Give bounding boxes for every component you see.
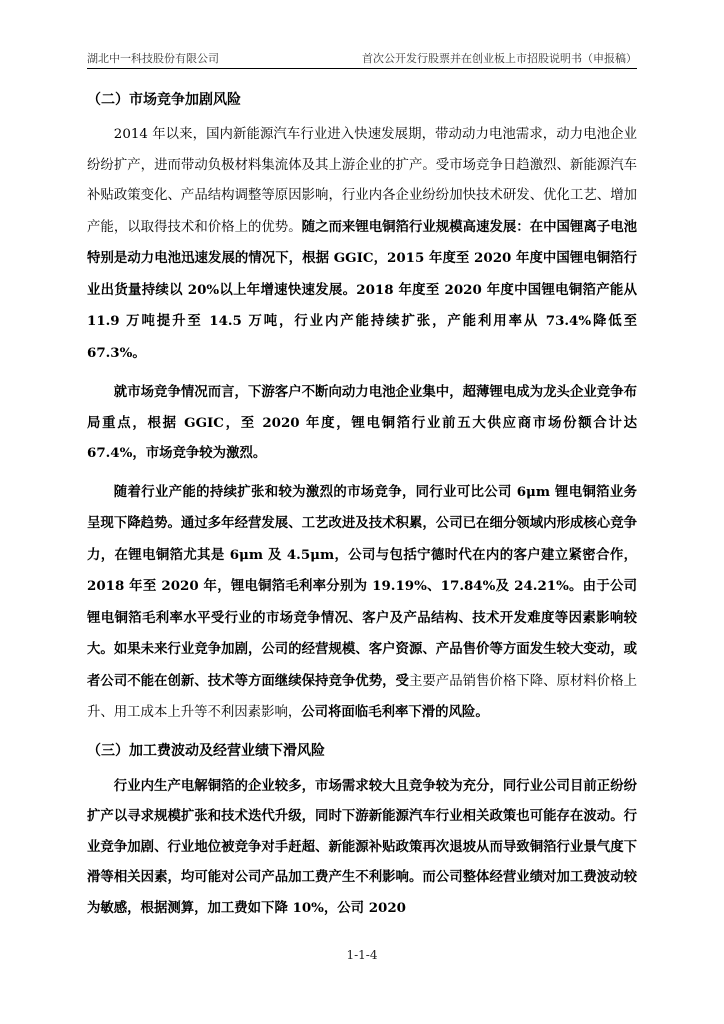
header-document-title: 首次公开发行股票并在创业板上市招股说明书（申报稿）	[362, 52, 637, 65]
paragraph-text-bold: 公司将面临毛利率下滑的风险。	[301, 704, 489, 720]
main-content	[87, 86, 637, 931]
paragraph-competition-situation: 就市场竞争情况而言，下游客户不断向动力电池企业集中，超薄锂电成为龙头企业竞争布局重点，根据 GGIC，至 2020 年度，锂电铜箔行业前五大供应商市场份额合计达 67.4%，市场竞争较为激烈。	[87, 384, 637, 461]
page-header	[87, 48, 637, 69]
paragraph-text-normal: 2014 年以来，国内新能源汽车行业进入快速发展期，带动动力电池需求，动力电池企业纷纷扩产，进而带动负极材料集流体及其上游企业的扩产。受市场竞争日趋激烈、新能源汽车补贴政策变化、产品结构调整等原因影响，行业内各企业纷纷加快技术研发、优化工艺、增加产能，以取得技术和价格上的优势。	[87, 127, 637, 235]
paragraph-text-bold: 随着行业产能的持续扩张和较为激烈的市场竞争，同行业可比公司 6μm 锂电铜箔业务呈现下降趋势。通过多年经营发展、工艺改进及技术积累，公司已在细分领域内形成核心竞争力，在锂电铜箔尤其是 6μm 及 4.5μm，公司与包括宁德时代在内的客户建立紧密合作，2018 年至 2020 年，锂电铜箔毛利率分别为 19.19%、17.84%及 24.21%。由于公司锂电铜箔毛利率水平受行业的市场竞争情况、客户及产品结构、技术开发难度等因素影响较大。如果未来行业竞争加剧，公司的经营规模、客户资源、产品售价等方面发生较大变动，或者公司不能在创新、技术等方面继续保持竞争优势，受	[87, 483, 637, 689]
section-heading-market-competition: （二）市场竞争加剧风险	[87, 92, 241, 108]
paragraph-gross-margin-risk	[87, 477, 637, 729]
paragraph-market-growth	[87, 120, 637, 369]
paragraph-text-bold: 随之而来锂电铜箔行业规模高速发展：在中国锂离子电池特别是动力电池迅速发展的情况下，根据 GGIC，2015 年度至 2020 年度中国锂电铜箔行业出货量持续以 20%以上年增速快速发展。2018 年度至 2020 年度中国锂电铜箔产能从 11.9 万吨提升至 14.5 万吨，行业内产能持续扩张，产能利用率从 73.4%降低至 67.3%。	[87, 218, 638, 361]
page-number: 1-1-4	[346, 948, 378, 962]
paragraph-text-normal: 主要产品销售价格下降、原材料价格上升、用工成本上升等不利因素影响，	[87, 673, 638, 720]
section-heading-processing-fee: （三）加工费波动及经营业绩下滑风险	[87, 742, 325, 759]
header-company-name: 湖北中一科技股份有限公司	[87, 52, 219, 65]
paragraph-processing-fee-risk: 行业内生产电解铜箔的企业较多，市场需求较大且竞争较为充分，同行业公司目前正纷纷扩产以寻求规模扩张和技术迭代升级，同时下游新能源汽车行业相关政策也可能存在波动。行业竞争加剧、行业地位被竞争对手赶超、新能源补贴政策再次退坡从而导致铜箔行业景气度下滑等相关因素，均可能对公司产品加工费产生不利影响。而公司整体经营业绩对加工费波动较为敏感，根据测算，加工费如下降 10%，公司 2020	[87, 777, 637, 916]
